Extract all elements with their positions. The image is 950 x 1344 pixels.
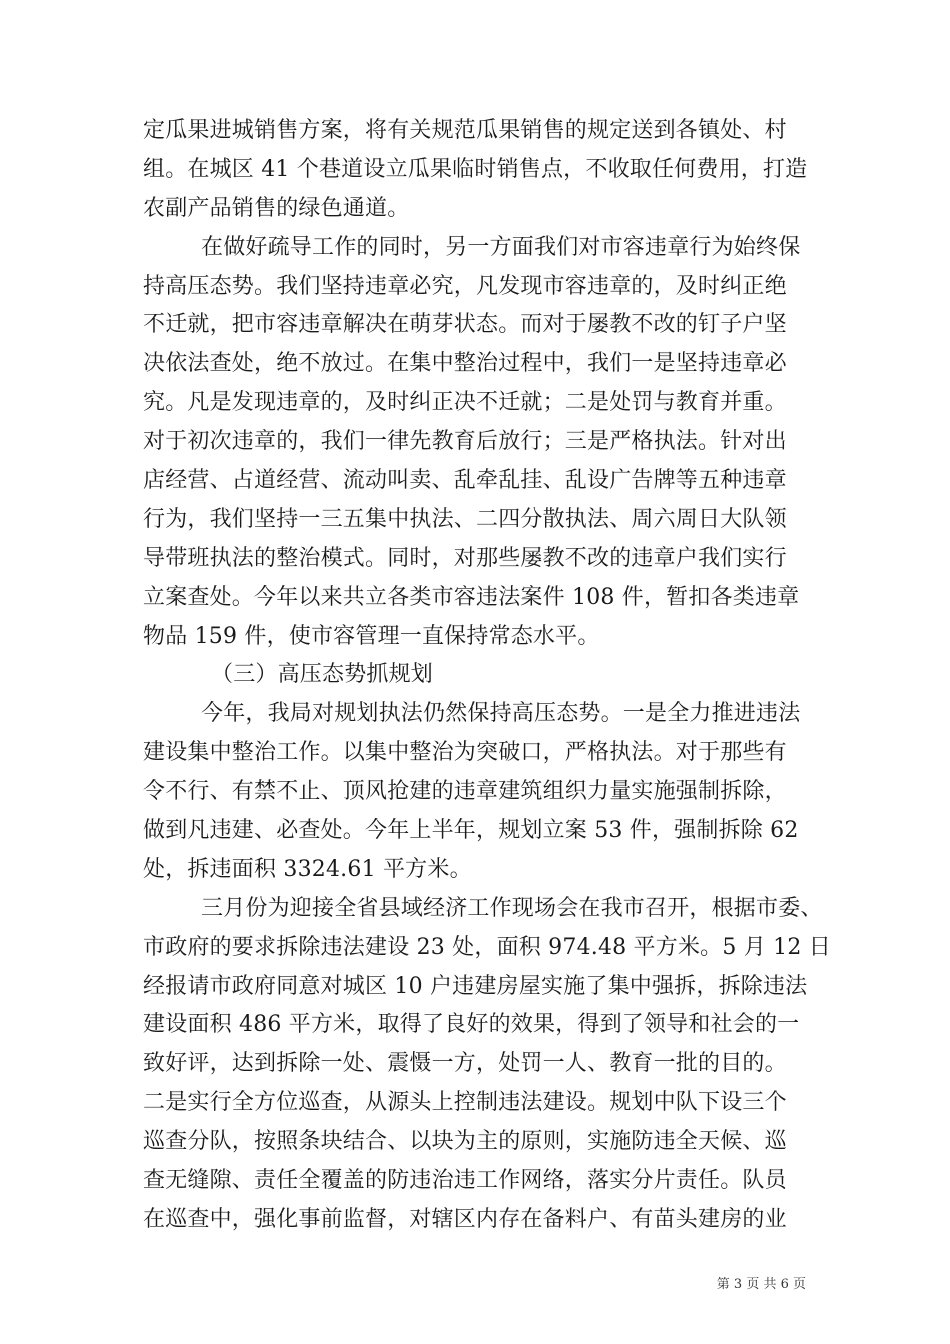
text-line: 农副产品销售的绿色通道。	[143, 195, 410, 221]
text-line: 查无缝隙、责任全覆盖的防违治违工作网络，落实分片责任。队员	[143, 1168, 787, 1194]
text-line: 在巡查中，强化事前监督，对辖区内存在备料户、有苗头建房的业	[143, 1206, 787, 1232]
text-line: 令不行、有禁不止、顶风抢建的违章建筑组织力量实施强制拆除，	[143, 779, 787, 805]
text-line: 行为，我们坚持一三五集中执法、二四分散执法、周六周日大队领	[143, 506, 787, 532]
text-line: 不迁就，把市容违章解决在萌芽状态。而对于屡教不改的钉子户坚	[143, 312, 787, 338]
text-line: 处，拆违面积 3324.61 平方米。	[143, 856, 472, 882]
text-line: 持高压态势。我们坚持违章必究，凡发现市容违章的，及时纠正绝	[143, 273, 787, 299]
text-line: 巡查分队，按照条块结合、以块为主的原则，实施防违全天候、巡	[143, 1129, 787, 1155]
text-line: 今年，我局对规划执法仍然保持高压态势。一是全力推进违法	[201, 701, 801, 727]
text-line: 致好评，达到拆除一处、震慑一方，处罚一人、教育一批的目的。	[143, 1051, 787, 1077]
section-heading: （三）高压态势抓规划	[211, 662, 434, 688]
text-line: 在做好疏导工作的同时，另一方面我们对市容违章行为始终保	[201, 234, 801, 260]
text-line: 决依法查处，绝不放过。在集中整治过程中，我们一是坚持违章必	[143, 351, 787, 377]
document-body	[143, 112, 831, 1240]
text-line: 立案查处。今年以来共立各类市容违法案件 108 件，暂扣各类违章	[143, 584, 800, 610]
page-number: 第 3 页 共 6 页	[716, 1277, 806, 1292]
text-line: 导带班执法的整治模式。同时，对那些屡教不改的违章户我们实行	[143, 545, 787, 571]
text-line: 二是实行全方位巡查，从源头上控制违法建设。规划中队下设三个	[143, 1090, 787, 1116]
text-line: 建设集中整治工作。以集中整治为突破口，严格执法。对于那些有	[143, 740, 787, 766]
text-line: 物品 159 件，使市容管理一直保持常态水平。	[143, 623, 600, 649]
text-line: 店经营、占道经营、流动叫卖、乱牵乱挂、乱设广告牌等五种违章	[143, 468, 787, 494]
text-line: 市政府的要求拆除违法建设 23 处，面积 974.48 平方米。5 月 12 日	[143, 934, 831, 960]
text-line: 组。在城区 41 个巷道设立瓜果临时销售点，不收取任何费用，打造	[143, 156, 808, 182]
text-line: 建设面积 486 平方米，取得了良好的效果，得到了领导和社会的一	[143, 1012, 800, 1038]
text-line: 经报请市政府同意对城区 10 户违建房屋实施了集中强拆，拆除违法	[143, 973, 808, 999]
text-line: 做到凡违建、必查处。今年上半年，规划立案 53 件，强制拆除 62	[143, 818, 799, 844]
text-line: 定瓜果进城销售方案，将有关规范瓜果销售的规定送到各镇处、村	[143, 118, 787, 143]
text-line: 三月份为迎接全省县域经济工作现场会在我市召开，根据市委、	[201, 895, 823, 921]
text-line: 究。凡是发现违章的，及时纠正决不迁就；二是处罚与教育并重。	[143, 390, 787, 416]
text-line: 对于初次违章的，我们一律先教育后放行；三是严格执法。针对出	[143, 429, 787, 455]
